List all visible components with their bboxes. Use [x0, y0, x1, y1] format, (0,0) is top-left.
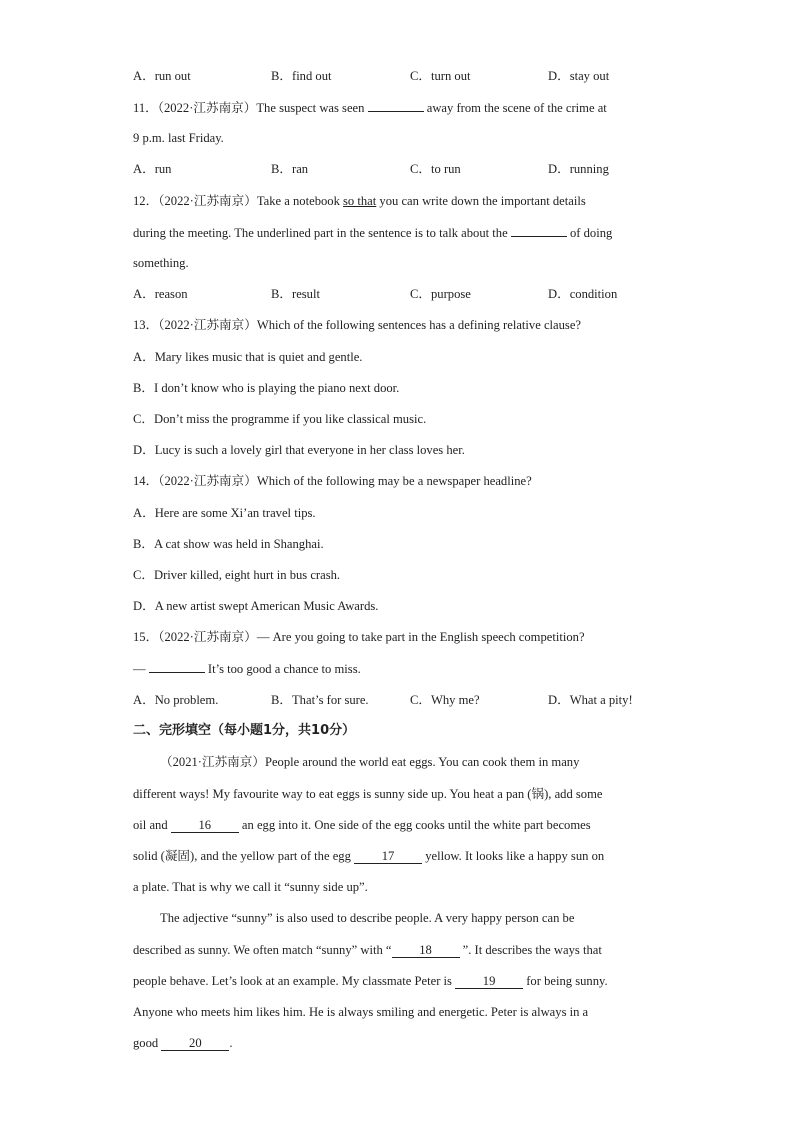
q12-option-d: D．condition — [548, 287, 618, 301]
q11-stem-line2: 9 p.m. last Friday. — [133, 131, 224, 145]
passage-text: solid (凝固), and the yellow part of the egg — [133, 849, 355, 863]
passage-p1-line1: （2021·江苏南京）People around the world eat eggs. You can cook them in many — [160, 755, 580, 769]
q12-stem-line2 — [133, 224, 612, 241]
q11-stem-suffix: away from the scene of the crime at — [423, 101, 607, 115]
q10-options — [133, 68, 693, 84]
passage-p2-line2 — [133, 942, 602, 958]
q12-option-a: A．reason — [133, 287, 188, 301]
passage-p1-line3 — [133, 817, 591, 833]
passage-text: oil and — [133, 818, 171, 832]
q11-stem-prefix: 11．（2022·江苏南京）The suspect was seen — [133, 101, 368, 115]
cloze-blank-19[interactable]: 19 — [455, 974, 523, 989]
q14-stem: 14．（2022·江苏南京）Which of the following may be a newspaper headline? — [133, 474, 532, 488]
q15-option-d: D．What a pity! — [548, 693, 633, 707]
q14-option-b: B．A cat show was held in Shanghai. — [133, 537, 324, 551]
q12-stem-suffix: you can write down the important details — [376, 194, 586, 208]
q15-answer-blank[interactable] — [149, 660, 205, 673]
q15-options — [133, 692, 693, 708]
q11-stem — [133, 99, 607, 116]
cloze-blank-20[interactable]: 20 — [161, 1036, 229, 1051]
passage-text: yellow. It looks like a happy sun on — [422, 849, 605, 863]
section-heading: 二、完形填空（每小题1分，共10分） — [133, 723, 356, 738]
q11-options — [133, 161, 693, 177]
q13-option-c: C．Don’t miss the programme if you like classical music. — [133, 412, 427, 426]
q11-option-d: D．running — [548, 162, 609, 176]
q13-option-a: A．Mary likes music that is quiet and gentle. — [133, 350, 363, 364]
passage-p1-line4 — [133, 848, 604, 864]
q13-option-d: D．Lucy is such a lovely girl that everyone in her class loves her. — [133, 443, 465, 457]
passage-p1-line2: different ways! My favourite way to eat eggs is sunny side up. You heat a pan (锅), add some — [133, 787, 603, 801]
q11-option-c: C．to run — [410, 162, 461, 176]
passage-text: . — [229, 1036, 233, 1050]
q12-option-b: B．result — [271, 287, 320, 301]
cloze-blank-17[interactable]: 17 — [354, 849, 422, 864]
passage-p2-line5 — [133, 1035, 233, 1051]
q11-option-a: A．run — [133, 162, 172, 176]
q14-option-d: D．A new artist swept American Music Awards. — [133, 599, 379, 613]
q15-option-b: B．That’s for sure. — [271, 693, 369, 707]
passage-text: for being sunny. — [523, 974, 608, 988]
q15-option-a: A．No problem. — [133, 693, 219, 707]
q15-stem: 15．（2022·江苏南京）— Are you going to take part in the English speech competition? — [133, 630, 585, 644]
q15-reply — [133, 660, 361, 677]
q11-answer-blank[interactable] — [368, 99, 424, 112]
q14-option-a: A．Here are some Xi’an travel tips. — [133, 506, 316, 520]
passage-p2-line4: Anyone who meets him likes him. He is always smiling and energetic. Peter is always in a — [133, 1005, 589, 1019]
q12-stem-prefix: 12．（2022·江苏南京）Take a notebook — [133, 194, 344, 208]
passage-p1-line5: a plate. That is why we call it “sunny side up”. — [133, 880, 368, 894]
cloze-blank-18[interactable]: 18 — [392, 943, 460, 958]
q12-line2-prefix: during the meeting. The underlined part in the sentence is to talk about the — [133, 226, 511, 240]
q11-option-b: B．ran — [271, 162, 309, 176]
passage-p2-line3 — [133, 973, 608, 989]
passage-p2-line1: The adjective “sunny” is also used to describe people. A very happy person can be — [160, 911, 575, 925]
passage-text: people behave. Let’s look at an example. My classmate Peter is — [133, 974, 456, 988]
q10-option-a: A．run out — [133, 69, 191, 83]
q14-option-c: C．Driver killed, eight hurt in bus crash. — [133, 568, 341, 582]
passage-text: an egg into it. One side of the egg cooks until the white part becomes — [238, 818, 591, 832]
q10-option-b: B．find out — [271, 69, 332, 83]
cloze-blank-16[interactable]: 16 — [171, 818, 239, 833]
q12-answer-blank[interactable] — [511, 224, 567, 237]
q12-options — [133, 286, 693, 302]
passage-text: ”. It describes the ways that — [459, 943, 602, 957]
q12-underlined-phrase: so that — [343, 194, 377, 208]
q10-option-d: D．stay out — [548, 69, 610, 83]
q12-line2-suffix: of doing — [566, 226, 613, 240]
q15-reply-rest: It’s too good a chance to miss. — [204, 662, 361, 676]
q12-stem-line3: something. — [133, 256, 189, 270]
q13-stem: 13．（2022·江苏南京）Which of the following sentences has a defining relative clause? — [133, 318, 581, 332]
q13-option-b: B．I don’t know who is playing the piano next door. — [133, 381, 400, 395]
q15-reply-dash: — — [133, 662, 149, 676]
passage-text: good — [133, 1036, 162, 1050]
q15-option-c: C．Why me? — [410, 693, 480, 707]
q12-option-c: C．purpose — [410, 287, 471, 301]
q10-option-c: C．turn out — [410, 69, 471, 83]
q12-stem — [133, 193, 586, 209]
passage-text: described as sunny. We often match “sunny” with “ — [133, 943, 392, 957]
